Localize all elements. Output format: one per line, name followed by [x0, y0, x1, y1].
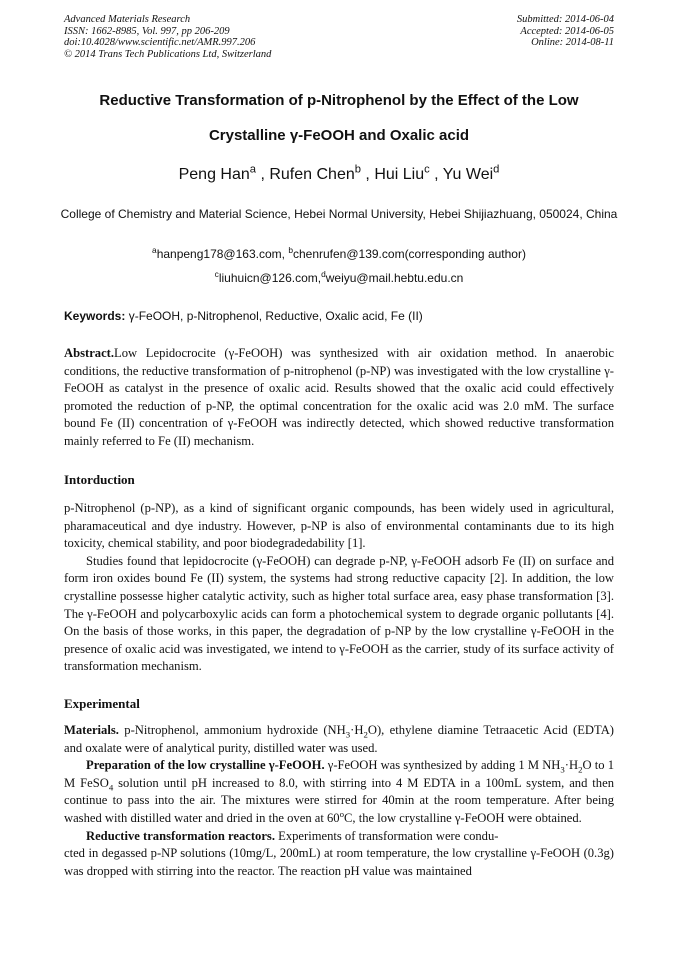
- paper-title-line-2: Crystalline γ-FeOOH and Oxalic acid: [208, 127, 470, 144]
- email-a: hanpeng178@163.com,: [156, 247, 289, 261]
- online-date: Online: 2014-08-11: [531, 37, 614, 48]
- author-sup: c: [424, 163, 430, 176]
- author-list: Peng Han$^a$ , Rufen Chen$^b$ , Hui Liu$^c$ , Yu Wei$^d$: [178, 163, 500, 183]
- email-b: chenrufen@139.com(corresponding author): [292, 247, 526, 261]
- email-d: weiyu@mail.hebtu.edu.cn: [325, 271, 464, 285]
- journal-issn: ISSN: 1662-8985, Vol. 997, pp 206-209: [64, 25, 230, 37]
- preparation-label: Preparation of the low crystalline γ-FeOOH.: [86, 758, 325, 773]
- journal-header-left: [64, 14, 271, 60]
- abstract-text: Low Lepidocrocite (γ-FeOOH) was synthesized with air oxidation method. In anaerobic conditions, the reductive transformation of p-nitrophenol (p-NP) was investigated with the low crystalline γ-FeOOH as catalyst in the presence of oxalic acid. Results showed that the oxalic acid could effectively promoted the reduction of p-NP, the optimal concentration for the oxalic acid was 2.0 mM. The surface bound Fe (II) concentration of γ-FeOOH was indirectly detected, which showed reductive transformation mainly referred to Fe (II) mechanism.: [64, 346, 614, 448]
- author-sup: b: [354, 163, 361, 176]
- author-name: Rufen Chen: [269, 166, 355, 183]
- email-sup: c: [214, 269, 219, 279]
- experimental-heading: Experimental: [64, 696, 140, 711]
- email-line-2: [0, 271, 678, 285]
- accepted-date: Accepted: 2014-06-05: [520, 25, 614, 37]
- email-sup: a: [152, 245, 157, 255]
- author-name: Yu Wei: [442, 166, 494, 183]
- journal-doi: doi:10.4028/www.scientific.net/AMR.997.206: [64, 37, 256, 48]
- introduction-body: [64, 500, 614, 676]
- keywords-text: γ-FeOOH, p-Nitrophenol, Reductive, Oxalic acid, Fe (II): [125, 309, 423, 323]
- superscript: o: [339, 808, 344, 819]
- materials-paragraph: [64, 722, 614, 757]
- materials-text: p-Nitrophenol, ammonium hydroxide (NH: [118, 723, 346, 737]
- preparation-text: solution until pH increased to 8.0, with stirring into 4 M EDTA in a 100mL system, and then continue to pass into the air. The mixtures were stirred for 40min at the room temperature. After being washed with distilled water and dried in the oven at 60: [64, 775, 614, 825]
- email-sup: b: [288, 245, 293, 255]
- preparation-text: C, the low crystalline γ-FeOOH were obtained.: [344, 810, 582, 825]
- subscript: 3: [345, 729, 351, 740]
- paper-title-line-1: Reductive Transformation of p-Nitrophenol by the Effect of the Low: [99, 92, 579, 109]
- journal-name: Advanced Materials Research: [64, 14, 191, 25]
- email-c: liuhuicn@126.com,: [218, 271, 322, 285]
- reactor-text: Experiments of transformation were condu-: [274, 828, 499, 843]
- subscript: 3: [560, 764, 565, 775]
- materials-label: Materials.: [64, 723, 119, 737]
- reactor-label: Reductive transformation reactors.: [86, 828, 275, 843]
- experimental-body: [64, 722, 614, 880]
- introduction-heading: Intorduction: [64, 472, 135, 487]
- reactor-paragraph: [64, 828, 614, 846]
- subscript: 2: [578, 764, 583, 775]
- introduction-paragraph: p-Nitrophenol (p-NP), as a kind of significant organic compounds, has been widely used in agricultural, pharamaceutical and dye industry. However, p-NP is also of environmental contaminants due to its high toxicity, chemical stability, and poor biodegradedability [1].: [64, 501, 614, 551]
- preparation-text: ·H: [564, 758, 579, 773]
- materials-text: ·H: [350, 723, 364, 737]
- keywords: [64, 309, 614, 323]
- subscript: 4: [108, 782, 114, 793]
- submitted-date: Submitted: 2014-06-04: [516, 14, 614, 25]
- author-name: Peng Han: [178, 166, 250, 183]
- materials-text: O), ethylene diamine Tetraacetic Acid (EDTA) and oxalate were of analytical purity, distilled water was used.: [64, 723, 614, 755]
- preparation-paragraph: [64, 757, 614, 827]
- affiliation: College of Chemistry and Material Science, Hebei Normal University, Hebei Shijiazhuang, 050024, China: [60, 207, 618, 221]
- preparation-text: O to 1 M FeSO: [64, 758, 614, 790]
- subscript: 2: [363, 729, 368, 740]
- journal-header-right: [517, 14, 614, 49]
- author-sup: a: [249, 163, 256, 176]
- email-sup: d: [321, 269, 326, 279]
- keywords-label: Keywords:: [64, 309, 126, 323]
- abstract-label: Abstract.: [64, 346, 115, 360]
- introduction-paragraph: Studies found that lepidocrocite (γ-FeOOH) can degrade p-NP, γ-FeOOH adsorb Fe (II) on surface and form iron oxides bound Fe (II) system, the systems had strong reductive capacity [2]. In addition, the low crystalline possesse higher catalytic activity, such as higher total surface area, easy phase transformation [3]. The γ-FeOOH and polycarboxylic acids can form a photochemical system to degrade organic pollutants [4]. On the basis of those works, in this paper, the degradation of p-NP by the low crystalline γ-FeOOH in the presence of oxalic acid was investigated, we intend to γ-FeOOH as the carrier, study of its surface activity of transformation mechanism.: [64, 553, 614, 674]
- journal-copyright: © 2014 Trans Tech Publications Ltd, Switzerland: [64, 48, 272, 60]
- reactor-paragraph-cont: cted in degassed p-NP solutions (10mg/L, 200mL) at room temperature, the low crystalline γ-FeOOH (0.3g) was dropped with stirring into the reactor. The reaction pH value was maintained: [64, 846, 614, 878]
- preparation-text: γ-FeOOH was synthesized by adding 1 M NH: [324, 758, 561, 773]
- email-line-1: [0, 247, 678, 261]
- author-name: Hui Liu: [374, 166, 425, 183]
- abstract: [64, 345, 614, 451]
- author-sup: d: [493, 163, 500, 176]
